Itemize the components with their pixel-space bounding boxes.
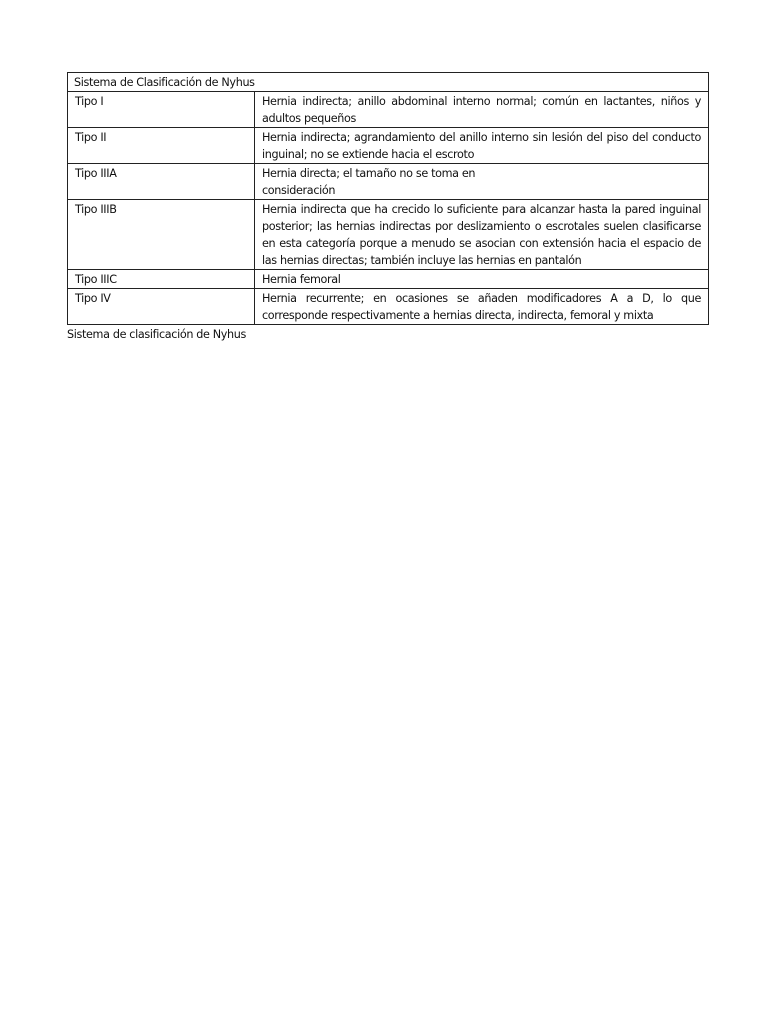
table-row	[68, 270, 709, 289]
table-header-row	[68, 73, 709, 92]
description-cell: Hernia indirecta; agrandamiento del anillo interno sin lesión del piso del conducto inguinal; no se extiende hacia el escroto	[255, 128, 709, 164]
table-row	[68, 164, 709, 200]
type-cell: Tipo IIIC	[68, 270, 255, 289]
nyhus-classification-table	[67, 72, 709, 325]
description-cell: Hernia indirecta; anillo abdominal interno normal; común en lactantes, niños y adultos pequeños	[255, 92, 709, 128]
description-cell: Hernia recurrente; en ocasiones se añaden modificadores A a D, lo que corresponde respectivamente a hernias directa, indirecta, femoral y mixta	[255, 289, 709, 325]
table-row	[68, 128, 709, 164]
table-row	[68, 92, 709, 128]
type-cell: Tipo IIIA	[68, 164, 255, 200]
type-cell: Tipo I	[68, 92, 255, 128]
description-cell: Hernia femoral	[255, 270, 709, 289]
type-cell: Tipo IV	[68, 289, 255, 325]
type-cell: Tipo IIIB	[68, 200, 255, 270]
description-cell: Hernia directa; el tamaño no se toma en consideración	[255, 164, 709, 200]
table-header: Sistema de Clasificación de Nyhus	[68, 73, 709, 92]
table-row	[68, 200, 709, 270]
type-cell: Tipo II	[68, 128, 255, 164]
table-row	[68, 289, 709, 325]
table-caption: Sistema de clasificación de Nyhus	[67, 328, 247, 341]
description-cell: Hernia indirecta que ha crecido lo suficiente para alcanzar hasta la pared inguinal posterior; las hernias indirectas por deslizamiento o escrotales suelen clasificarse en esta categoría porque a menudo se asocian con extensión hacia el espacio de las hernias directas; también incluye las hernias en pantalón	[255, 200, 709, 270]
